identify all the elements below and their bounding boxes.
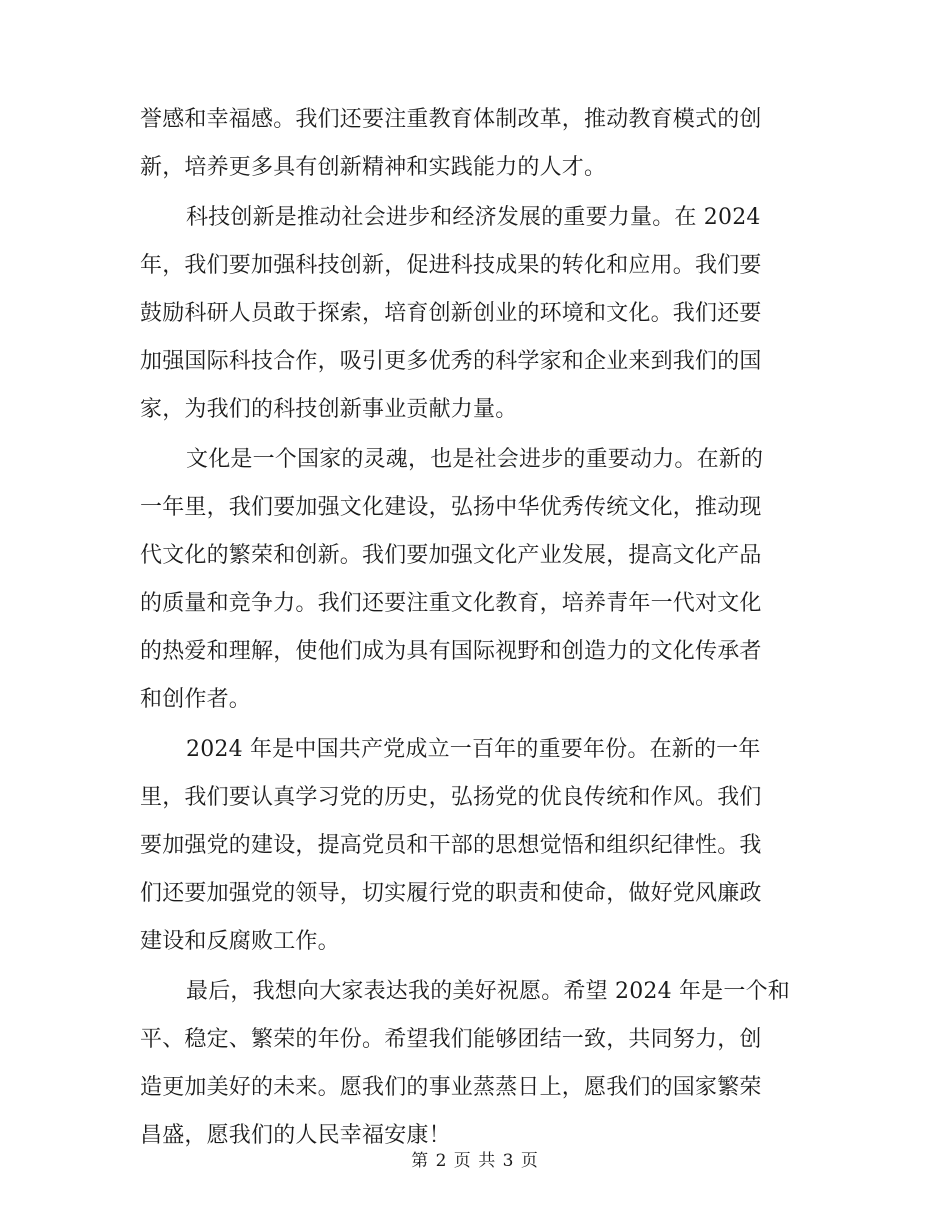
text-line: 平、稳定、繁荣的年份。希望我们能够团结一致，共同努力，创 (140, 1027, 762, 1052)
text-line: 鼓励科研人员敢于探索，培育创新创业的环境和文化。我们还要 (140, 301, 762, 326)
text-line: 加强国际科技合作，吸引更多优秀的科学家和企业来到我们的国 (140, 349, 762, 374)
text-line: 里，我们要认真学习党的历史，弘扬党的优良传统和作风。我们 (140, 785, 762, 810)
text-line: 2024 年是中国共产党成立一百年的重要年份。在新的一年 (186, 737, 761, 762)
text-line: 新，培养更多具有创新精神和实践能力的人才。 (140, 155, 607, 180)
text-line: 科技创新是推动社会进步和经济发展的重要力量。在 2024 (186, 205, 761, 230)
page-number-footer: 第 2 页 共 3 页 (411, 1151, 539, 1171)
text-line: 家，为我们的科技创新事业贡献力量。 (140, 397, 518, 422)
paragraph (140, 436, 808, 724)
body-text (140, 96, 808, 1160)
text-line: 建设和反腐败工作。 (140, 929, 340, 954)
text-line: 的热爱和理解，使他们成为具有国际视野和创造力的文化传承者 (140, 639, 762, 664)
paragraph (140, 726, 808, 966)
text-line: 文化是一个国家的灵魂，也是社会进步的重要动力。在新的 (186, 447, 764, 472)
text-line: 昌盛，愿我们的人民幸福安康！ (140, 1123, 451, 1148)
text-line: 造更加美好的未来。愿我们的事业蒸蒸日上，愿我们的国家繁荣 (140, 1075, 762, 1100)
text-line: 和创作者。 (140, 687, 252, 712)
text-line: 要加强党的建设，提高党员和干部的思想觉悟和组织纪律性。我 (140, 833, 762, 858)
text-line: 一年里，我们要加强文化建设，弘扬中华优秀传统文化，推动现 (140, 495, 762, 520)
text-line: 最后，我想向大家表达我的美好祝愿。希望 2024 年是一个和 (186, 979, 790, 1004)
text-line: 的质量和竞争力。我们还要注重文化教育，培养青年一代对文化 (140, 591, 762, 616)
text-line: 们还要加强党的领导，切实履行党的职责和使命，做好党风廉政 (140, 881, 762, 906)
paragraph (140, 96, 808, 192)
text-line: 代文化的繁荣和创新。我们要加强文化产业发展，提高文化产品 (140, 543, 762, 568)
paragraph (140, 194, 808, 434)
text-line: 年，我们要加强科技创新，促进科技成果的转化和应用。我们要 (140, 253, 762, 278)
text-line: 誉感和幸福感。我们还要注重教育体制改革，推动教育模式的创 (140, 107, 762, 132)
paragraph (140, 968, 808, 1160)
